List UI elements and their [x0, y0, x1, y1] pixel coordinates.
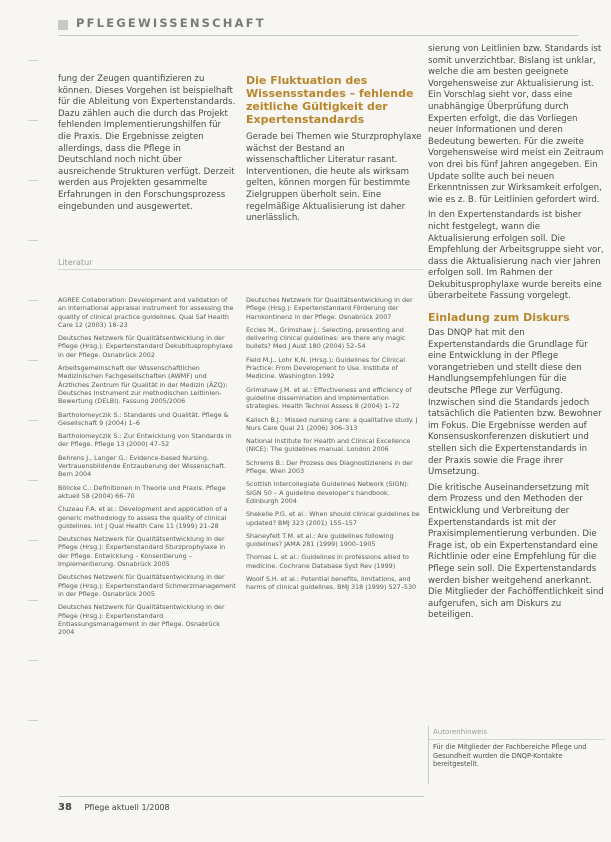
paragraph: fung der Zeugen quantifizieren zu können. Dieses Vorgehen ist beispielhaft für die Ableitung von Expertenstandards. Dazu zählen auch die durch das Projekt fehlenden Implementierungshilfen für die Praxis. Die Ergebnisse zeigten allerdings, dass die Pflege in Deutschland noch nicht über ausreichende Strukturen verfügt. Derzeit werden aus Projekten gesammelte Erfahrungen in den Forschungsprozess eingebunden und ausgewertet. — [58, 74, 236, 212]
reference: Deutsches Netzwerk für Qualitätsentwicklung in der Pflege (Hrsg.): Expertenstandard Dekubitusprophylaxe in der Pflege. Osnabrück 2002 — [58, 334, 233, 359]
reference: Shekelle P.G. et al.: When should clinical guidelines be updated? BMJ 323 (2001) 155–157 — [246, 510, 420, 527]
page-number: 38 — [58, 802, 72, 813]
literature-right — [246, 296, 424, 597]
author-note-text: Für die Mitglieder der Fachbereiche Pflege und Gesundheit wurden die DNQP-Kontakte bereitgestellt. — [433, 743, 587, 769]
gutter-marks — [28, 0, 38, 842]
reference: Bölicke C.: Definitionen in Theorie und Praxis. Pflege aktuell 58 (2004) 66–70 — [58, 483, 226, 500]
reference: Shaneyfelt T.M. et al.: Are guidelines following guidelines? JAMA 281 (1999) 1900–1905 — [246, 531, 394, 549]
header-rule — [58, 35, 578, 36]
reference: Bartholomeyczik S.: Zur Entwicklung von Standards in der Pflege. Pflege 13 (2000) 47–52 — [58, 432, 232, 449]
page-header — [58, 16, 578, 36]
paragraph: In den Expertenstandards ist bisher nicht festgelegt, wann die Aktualisierung erfolgen soll. Die Empfehlung der Arbeitsgruppe sieht vor, dass die Aktualisierung nach vier Jahren erfolgen soll. Im Rahmen der Dekubitusprophylaxe wurde bereits eine überarbeitete Fassung vorgelegt. — [428, 210, 604, 302]
section-heading: Einladung zum Diskurs — [428, 311, 570, 325]
author-note-box — [428, 726, 605, 784]
literature-section — [58, 258, 424, 637]
subheading: Die Fluktuation des Wissensstandes – fehlende zeitliche Gültigkeit der Expertenstandards — [246, 74, 414, 126]
reference: Eccles M., Grimshaw J.: Selecting, presenting and delivering clinical guidelines: are there any magic bullets? Med J Aust 180 (2004) 52–54 — [246, 325, 406, 351]
paragraph: Die kritische Auseinandersetzung mit dem Prozess und den Methoden der Entwicklung und Verbreitung der Expertenstandards ist mit der Praxisimplementierung verbunden. Die Frage ist, ob ein Expertenstandard eine Richtlinie oder eine Empfehlung für die Pflege sein soll. Die Expertenstandards werden bisher weitgehend anerkannt. Die Mitglieder der Fachöffentlichkeit sind aufgerufen, sich am Diskurs zu beteiligen. — [428, 482, 604, 621]
reference: Field M.J., Lohr K.N. (Hrsg.): Guidelines for Clinical Practice: From Development to Use. Institute of Medicine. Washington 1992 — [246, 355, 405, 381]
reference: Grimshaw J.M. et al.: Effectiveness and efficiency of guideline dissemination and implementation strategies. Health Technol Assess 8 (2004) 1–72 — [246, 385, 412, 411]
reference: Deutsches Netzwerk für Qualitätsentwicklung in der Pflege (Hrsg.): Expertenstandard Förderung der Harnkontinenz in der Pflege. Osnabrück 2007 — [246, 296, 413, 321]
literature-label: Literatur — [58, 258, 424, 270]
reference: Bartholomeyczik S.: Standards und Qualität. Pflege & Gesellschaft 9 (2004) 1–6 — [58, 410, 229, 427]
reference: Scottish Intercollegiate Guidelines Network (SIGN): SIGN 50 – A guideline developer's handbook. Edinburgh 2004 — [246, 480, 409, 505]
paragraph: Das DNQP hat mit den Expertenstandards die Grundlage für eine Entwicklung in der Pflege vorangetrieben und stellt diese den Handlungsempfehlungen für die deutsche Pflege zur Verfügung. Inzwischen sind die Standards jedoch tatsächlich die Patienten bzw. Bewohner im Fokus. Die Ergebnisse werden auf Konsensuskonferenzen diskutiert und stellen sich die Expertenstandards in der Praxis sowie die Frage ihrer Umsetzung. — [428, 328, 602, 478]
reference: Deutsches Netzwerk für Qualitätsentwicklung in der Pflege (Hrsg.): Expertenstandard Entlassungsmanagement in der Pflege. Osnabrück 2004 — [58, 603, 225, 637]
column-3 — [428, 44, 604, 626]
reference: Kalisch B.J.: Missed nursing care: a qualitative study. J Nurs Care Qual 21 (2006) 306–313 — [246, 415, 418, 432]
reference: AGREE Collaboration: Development and validation of an international appraisal instrument for assessing the quality of clinical practice guidelines. Qual Saf Health Care 12 (2003) 18–23 — [58, 296, 234, 329]
journal-name: Pflege aktuell 1/2008 — [84, 803, 170, 812]
author-note-label: Autorenhinweis — [429, 726, 605, 740]
reference: Behrens J., Langer G.: Evidence-based Nursing. Vertrauensbildende Entzauberung der Wissenschaft. Bern 2004 — [58, 453, 226, 479]
reference: Woolf S.H. et al.: Potential benefits, limitations, and harms of clinical guidelines. BMJ 318 (1999) 527–530 — [246, 575, 417, 592]
column-1 — [58, 74, 236, 217]
header-mark — [58, 20, 68, 30]
reference: Cluzeau F.A. et al.: Development and application of a generic methodology to assess the quality of clinical guidelines. Int J Qual Health Care 11 (1999) 21–28 — [58, 505, 228, 530]
reference: Deutsches Netzwerk für Qualitätsentwicklung in der Pflege (Hrsg.): Expertenstandard Schmerzmanagement in der Pflege. Osnabrück 2005 — [58, 573, 236, 598]
reference: Thomas L. et al.: Guidelines in professions allied to medicine. Cochrane Database Syst Rev (1999) — [246, 553, 409, 570]
reference: Schrems B.: Der Prozess des Diagnostizierens in der Pflege. Wien 2003 — [246, 458, 413, 476]
paragraph: Gerade bei Themen wie Sturzprophylaxe wächst der Bestand an wissenschaftlicher Literatur rasant. Interventionen, die heute als wirksam gelten, können morgen für bestimmte Zielgruppen überholt sein. Eine regelmäßige Aktualisierung ist daher unerlässlich. — [246, 132, 422, 224]
paragraph: sierung von Leitlinien bzw. Standards ist somit unverzichtbar. Bislang ist unklar, welche die am besten geeignete Vorgehensweise zur Aktualisierung ist. Ein Vorschlag sieht vor, dass eine unabhängige Überprüfung durch Experten erfolgt, die das Vorliegen neuer Informationen und deren Bedeutung bewerten. Für die zweite Vorgehensweise wird meist ein Zeitraum von drei bis fünf Jahren angegeben. Ein Update sollte auch bei neuen Erkenntnissen zur Wirksamkeit erfolgen, wie es z. B. für Leitlinien gefordert wird. — [428, 44, 604, 205]
footer-rule — [58, 796, 424, 797]
reference: National Institute for Health and Clinical Excellence (NICE): The guidelines manual. London 2006 — [246, 437, 411, 454]
reference: Deutsches Netzwerk für Qualitätsentwicklung in der Pflege (Hrsg.): Expertenstandard Sturzprophylaxe in der Pflege. Entwicklung – Konsentierung – Implementierung. Osnabrück 2005 — [58, 535, 226, 569]
reference: Arbeitsgemeinschaft der Wissenschaftlichen Medizinischen Fachgesellschaften (AWMF) und Ärztliches Zentrum für Qualität in der Medizin (ÄZQ): Deutsches Instrument zur methodischen Leitlinien-Bewertung (DELBI). Fassung 2005/2006 — [58, 364, 228, 406]
page-footer — [58, 802, 424, 813]
section-title: PFLEGEWISSENSCHAFT — [76, 16, 266, 30]
literature-left — [58, 296, 236, 641]
column-2 — [246, 74, 424, 229]
